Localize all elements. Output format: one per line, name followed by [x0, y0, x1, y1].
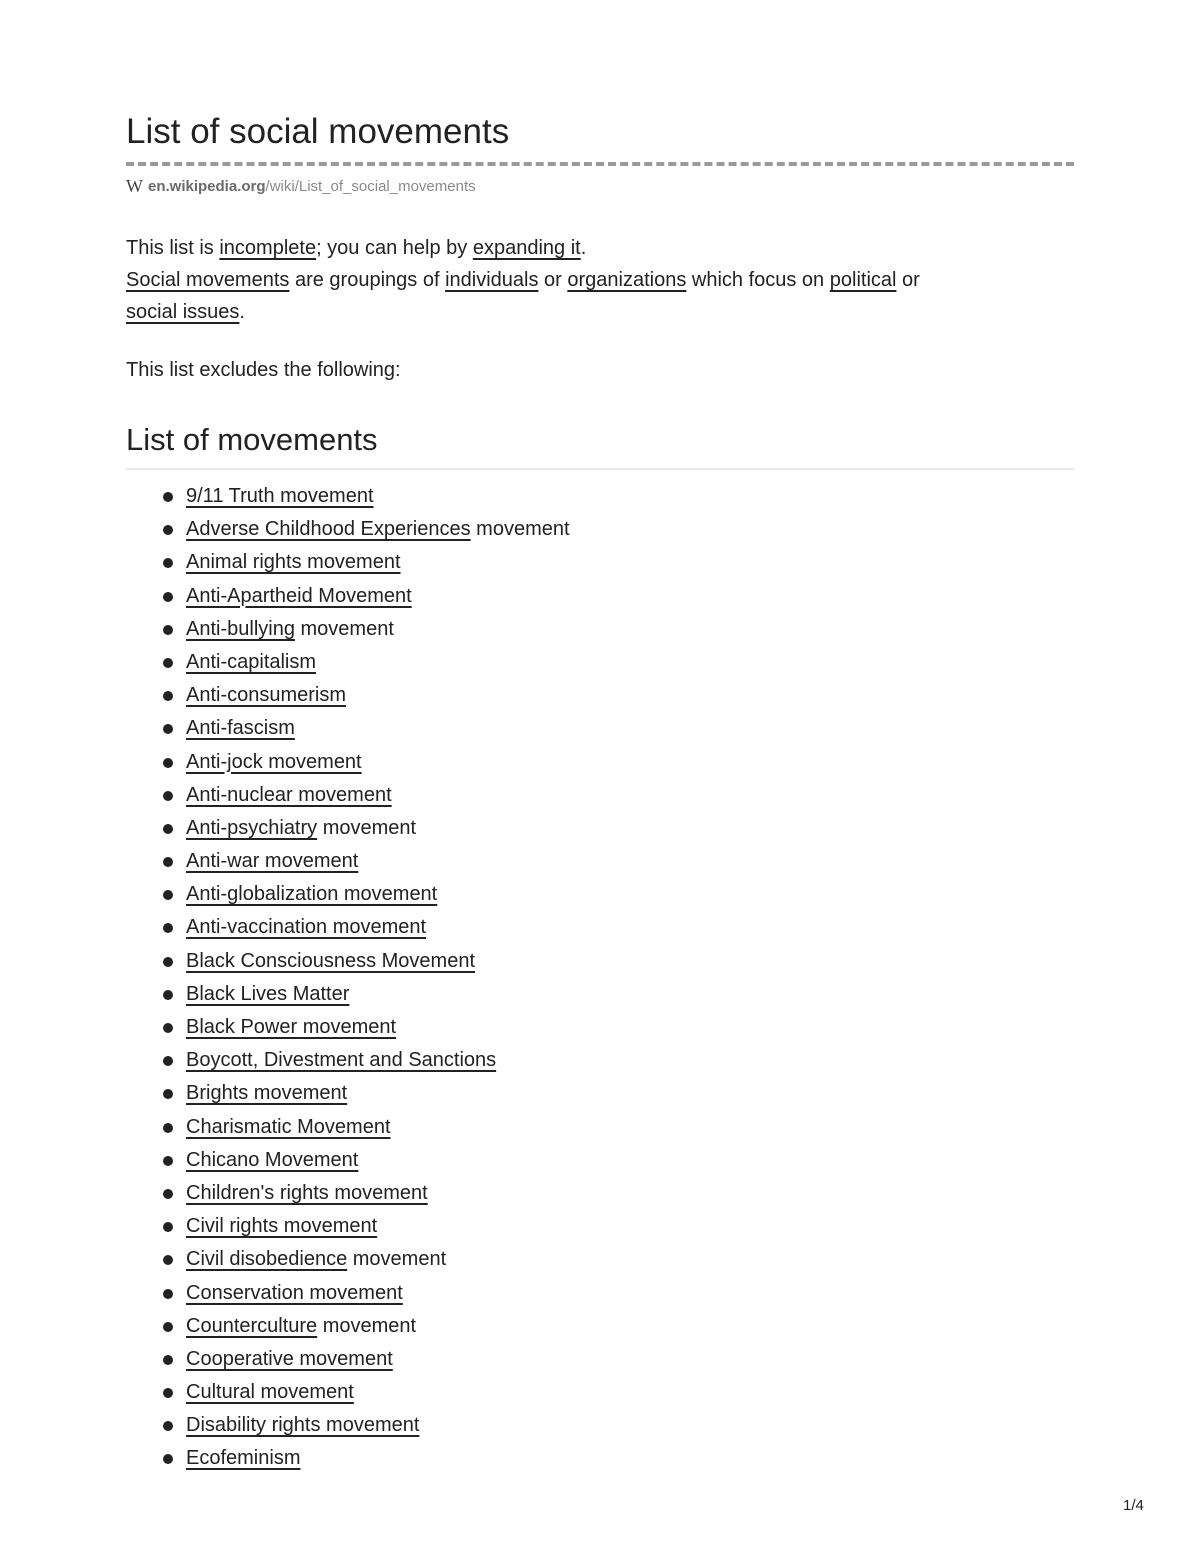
organizations-link[interactable]: organizations: [567, 269, 687, 291]
bullet-icon: [163, 658, 173, 668]
bullet-icon: [163, 1189, 173, 1199]
movement-suffix: movement: [470, 518, 570, 541]
movement-link[interactable]: Anti-war movement: [186, 850, 359, 873]
list-item: [126, 911, 570, 944]
list-item: [126, 546, 570, 579]
intro-text: .: [239, 301, 245, 323]
intro-text: or: [896, 269, 920, 291]
bullet-icon: [163, 824, 173, 834]
bullet-icon: [163, 558, 173, 568]
section-divider: [126, 468, 1074, 470]
list-item: [126, 1243, 570, 1276]
movement-link[interactable]: Brights movement: [186, 1082, 348, 1105]
movement-link[interactable]: Civil disobedience: [186, 1248, 348, 1271]
movement-link[interactable]: Ecofeminism: [186, 1447, 301, 1470]
excludes-text: This list excludes the following:: [126, 359, 401, 381]
bullet-icon: [163, 957, 173, 967]
page-number: 1/4: [1123, 1497, 1144, 1514]
movement-suffix: movement: [347, 1248, 447, 1271]
bullet-icon: [163, 724, 173, 734]
intro-section: [126, 232, 1074, 328]
bullet-icon: [163, 890, 173, 900]
movement-link[interactable]: Anti-bullying: [186, 617, 295, 640]
bullet-icon: [163, 1322, 173, 1332]
bullet-icon: [163, 592, 173, 602]
movement-link[interactable]: Anti-Apartheid Movement: [186, 584, 412, 607]
movement-link[interactable]: Anti-nuclear movement: [186, 783, 392, 806]
bullet-icon: [163, 1156, 173, 1166]
incomplete-notice: [126, 232, 1074, 264]
list-item: [126, 1277, 570, 1310]
movement-link[interactable]: Black Consciousness Movement: [186, 949, 476, 972]
list-item: [126, 1376, 570, 1409]
social-movements-link[interactable]: Social movements: [126, 269, 290, 291]
bullet-icon: [163, 1421, 173, 1431]
movement-link[interactable]: Conservation movement: [186, 1281, 403, 1304]
movement-list: [126, 480, 570, 1476]
list-item: [126, 1011, 570, 1044]
notice-text: ; you can help by: [316, 237, 473, 259]
list-item: [126, 1044, 570, 1077]
list-item: [126, 679, 570, 712]
movement-link[interactable]: Anti-capitalism: [186, 650, 317, 673]
movement-link[interactable]: Anti-psychiatry: [186, 816, 318, 839]
intro-text: are groupings of: [289, 269, 446, 291]
list-item: [126, 1144, 570, 1177]
bullet-icon: [163, 857, 173, 867]
list-item: [126, 1111, 570, 1144]
movement-link[interactable]: Civil rights movement: [186, 1215, 378, 1238]
social-issues-link[interactable]: social issues: [126, 301, 240, 323]
source-path: /wiki/List_of_social_movements: [265, 177, 476, 195]
bullet-icon: [163, 525, 173, 535]
bullet-icon: [163, 492, 173, 502]
list-item: [126, 1409, 570, 1442]
movement-link[interactable]: Black Lives Matter: [186, 982, 350, 1005]
movement-suffix: movement: [317, 816, 417, 839]
list-item: [126, 712, 570, 745]
page-title: List of social movements: [126, 112, 510, 151]
list-item: [126, 978, 570, 1011]
list-item: [126, 580, 570, 613]
source-url: [126, 176, 476, 196]
movement-link[interactable]: Cooperative movement: [186, 1347, 393, 1370]
movement-link[interactable]: Adverse Childhood Experiences: [186, 518, 471, 541]
movement-link[interactable]: Boycott, Divestment and Sanctions: [186, 1049, 497, 1072]
movement-link[interactable]: Anti-consumerism: [186, 684, 347, 707]
bullet-icon: [163, 990, 173, 1000]
movement-link[interactable]: Children's rights movement: [186, 1181, 428, 1204]
movement-link[interactable]: Anti-jock movement: [186, 750, 362, 773]
list-item: [126, 945, 570, 978]
list-item: [126, 513, 570, 546]
movement-link[interactable]: Chicano Movement: [186, 1148, 359, 1171]
list-item: [126, 1077, 570, 1110]
movement-link[interactable]: Charismatic Movement: [186, 1115, 391, 1138]
bullet-icon: [163, 625, 173, 635]
bullet-icon: [163, 1289, 173, 1299]
movement-link[interactable]: Disability rights movement: [186, 1414, 420, 1437]
intro-paragraph: [126, 264, 1074, 328]
movement-link[interactable]: Animal rights movement: [186, 551, 401, 574]
bullet-icon: [163, 1355, 173, 1365]
movement-suffix: movement: [317, 1314, 417, 1337]
notice-text: This list is: [126, 237, 220, 259]
movement-link[interactable]: Counterculture: [186, 1314, 318, 1337]
movement-link[interactable]: Black Power movement: [186, 1016, 397, 1038]
section-heading: List of movements: [126, 422, 378, 457]
bullet-icon: [163, 1255, 173, 1265]
movement-link[interactable]: 9/11 Truth movement: [186, 485, 374, 507]
list-item: [126, 779, 570, 812]
intro-text: or: [538, 269, 568, 291]
list-item: [126, 1343, 570, 1376]
bullet-icon: [163, 1222, 173, 1232]
movement-link[interactable]: Anti-globalization movement: [186, 883, 438, 906]
bullet-icon: [163, 1056, 173, 1066]
wikipedia-w-icon: W: [126, 175, 142, 196]
movement-suffix: movement: [294, 617, 394, 640]
list-item: [126, 480, 570, 513]
intro-text: which focus on: [686, 269, 830, 291]
bullet-icon: [163, 1089, 173, 1099]
source-domain: en.wikipedia.org: [148, 177, 266, 195]
incomplete-link[interactable]: incomplete: [219, 237, 317, 259]
bullet-icon: [163, 791, 173, 801]
individuals-link[interactable]: individuals: [445, 269, 539, 291]
bullet-icon: [163, 758, 173, 768]
list-item: [126, 812, 570, 845]
list-item: [126, 845, 570, 878]
bullet-icon: [163, 1388, 173, 1398]
list-item: [126, 1177, 570, 1210]
list-item: [126, 1310, 570, 1343]
list-item: [126, 878, 570, 911]
political-link[interactable]: political: [829, 269, 897, 291]
bullet-icon: [163, 923, 173, 933]
list-item: [126, 1210, 570, 1243]
expanding-it-link[interactable]: expanding it: [472, 237, 581, 259]
list-item: [126, 1442, 570, 1475]
notice-text: .: [580, 237, 587, 259]
movement-link[interactable]: Anti-fascism: [186, 717, 295, 740]
bullet-icon: [163, 1123, 173, 1133]
title-divider: [126, 162, 1074, 166]
list-item: [126, 646, 570, 679]
movement-link[interactable]: Anti-vaccination movement: [186, 916, 427, 939]
bullet-icon: [163, 691, 173, 701]
bullet-icon: [163, 1023, 173, 1033]
list-item: [126, 613, 570, 646]
list-item: [126, 746, 570, 779]
movement-link[interactable]: Cultural movement: [186, 1381, 354, 1404]
bullet-icon: [163, 1454, 173, 1464]
